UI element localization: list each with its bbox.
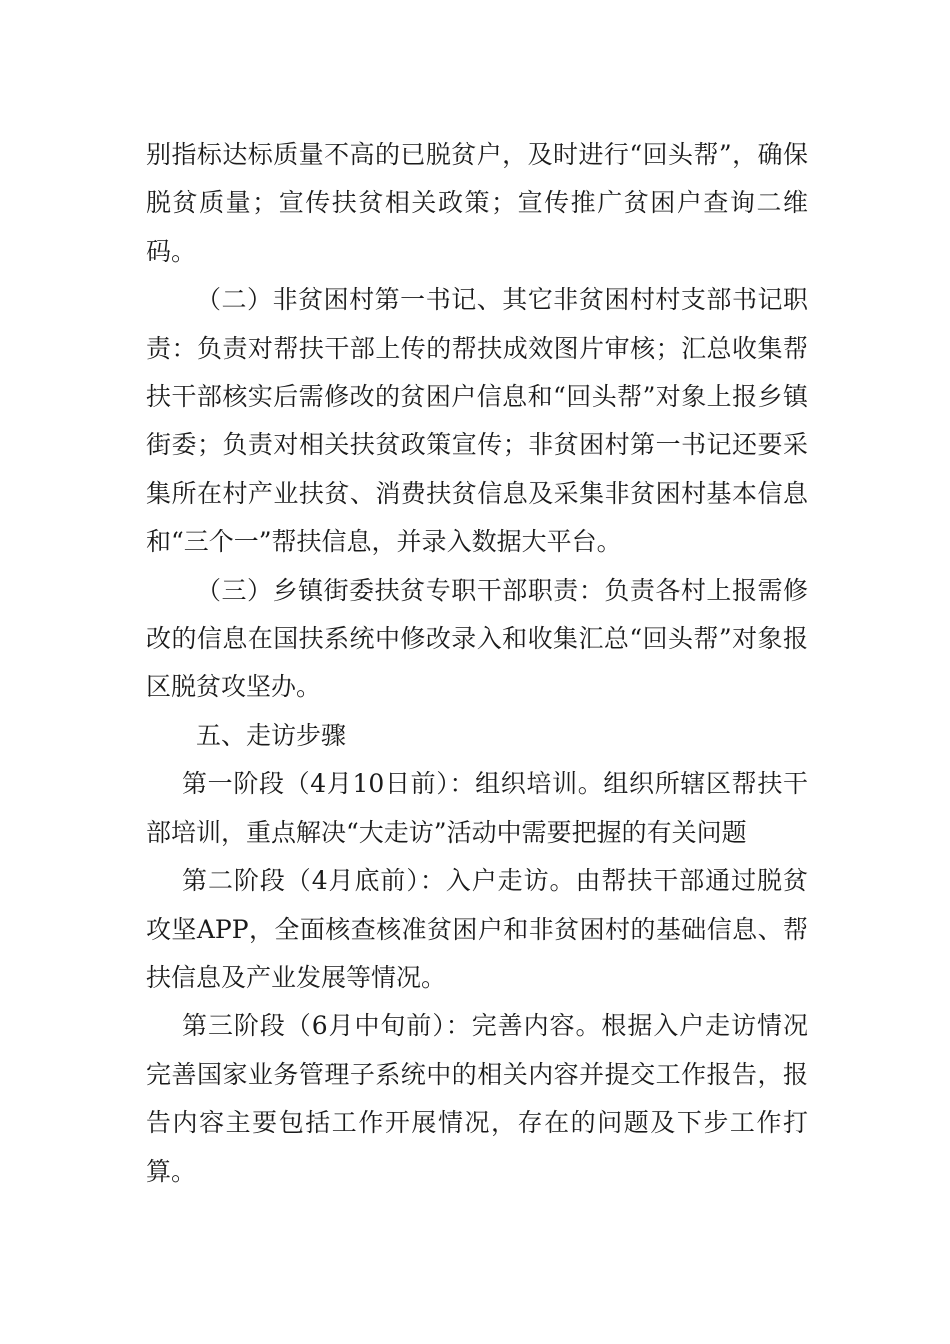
paragraph-continuation: 别指标达标质量不高的已脱贫户，及时进行“回头帮”，确保脱贫质量；宣传扶贫相关政策；宣传推广贫困户查询二维码。 (146, 140, 808, 266)
paragraph-section-3: （三）乡镇街委扶贫专职干部职责：负责各村上报需修改的信息在国扶系统中修改录入和收集汇总“回头帮”对象报区脱贫攻坚办。 (146, 575, 808, 702)
paragraph-section-2: （二）非贫困村第一书记、其它非贫困村村支部书记职责：负责对帮扶干部上传的帮扶成效图片审核；汇总收集帮扶干部核实后需修改的贫困户信息和“回头帮”对象上报乡镇街委；负责对相关扶贫政策宣传；非贫困村第一书记还要采集所在村产业扶贫、消费扶贫信息及采集非贫困村基本信息和“三个一”帮扶信息，并录入数据大平台。 (146, 285, 808, 557)
paragraph-stage-3: 第三阶段（6月中旬前）：完善内容。根据入户走访情况完善国家业务管理子系统中的相关内容并提交工作报告，报告内容主要包括工作开展情况，存在的问题及下步工作打算。 (146, 1011, 808, 1186)
paragraph-stage-1: 第一阶段（4月10日前）：组织培训。组织所辖区帮扶干部培训，重点解决“大走访”活动中需要把握的有关问题 (146, 769, 808, 847)
document-body (146, 131, 808, 1196)
section-heading-visit-steps: 五、走访步骤 (196, 720, 347, 750)
paragraph-stage-2: 第二阶段（4月底前）：入户走访。由帮扶干部通过脱贫攻坚APP，全面核查核准贫困户和非贫困村的基础信息、帮扶信息及产业发展等情况。 (146, 866, 808, 992)
